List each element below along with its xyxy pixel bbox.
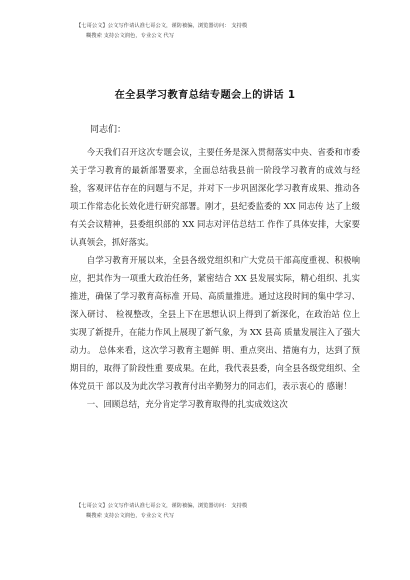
paragraph: 今天我们召开这次专题会议，主要任务是深入贯彻落实中央、省委和市委关于学习教育的最新部署要求，全面总结我县前一阶段学习教育的成效与经验，客观评估存在的问题与不足，并对下一步巩固深化学习教育成果、推动各项工作常态化长效化进行研究部署。刚才，县纪委监委的 XX 同志传 达了上级有关会议精神，县委组织部的 XX 同志对评估总结工 作作了具体安排，大家要认真领会，抓好落实。 — [70, 147, 360, 247]
watermark-line: 糊搜索 支持公文润色，专业公文 代写 — [86, 32, 175, 39]
watermark-line: 糊搜索 支持公文润色，专业公文 代写 — [86, 512, 175, 519]
paragraph: 一、回顾总结，充分肯定学习教育取得的扎实成效这次 — [86, 399, 288, 409]
watermark-line: 【七哥公文】公文写作请认准七哥公文，谨防被骗，浏览器访问： 支持模 — [76, 23, 248, 29]
watermark-footer — [76, 502, 376, 521]
watermark-header — [76, 22, 376, 41]
salutation: 同志们： — [90, 125, 127, 135]
document-title: 在全县学习教育总结专题会上的讲话 1 — [114, 90, 296, 101]
document-body — [70, 143, 360, 413]
watermark-line: 【七哥公文】公文写作请认准七哥公文，谨防被骗，浏览器访问： 支持模 — [76, 503, 248, 509]
paragraph: 自学习教育开展以来，全县各级党组织和广大党员干部高度重视、积极响应，把其作为一项重大政治任务，紧密结合 XX 县发展实际，精心组织、扎实推进，确保了学习教育高标准 开局、高质量推进。通过这段时间的集中学习、深入研讨、 检视整改，全县上下在思想认识上得到了新深化，在政治站 位上实现了新提升，在能力作风上展现了新气象，为 XX 县高 质量发展注入了强大动力。 总体来看，这次学习教育主题鲜 明、重点突出、措施有力，达到了预期目的，取得了阶段性重 要成果。在此，我代表县委，向全县各级党组织、全体党员干 部以及为此次学习教育付出辛勤努力的同志们，表示衷心的 感谢！ — [70, 255, 360, 391]
